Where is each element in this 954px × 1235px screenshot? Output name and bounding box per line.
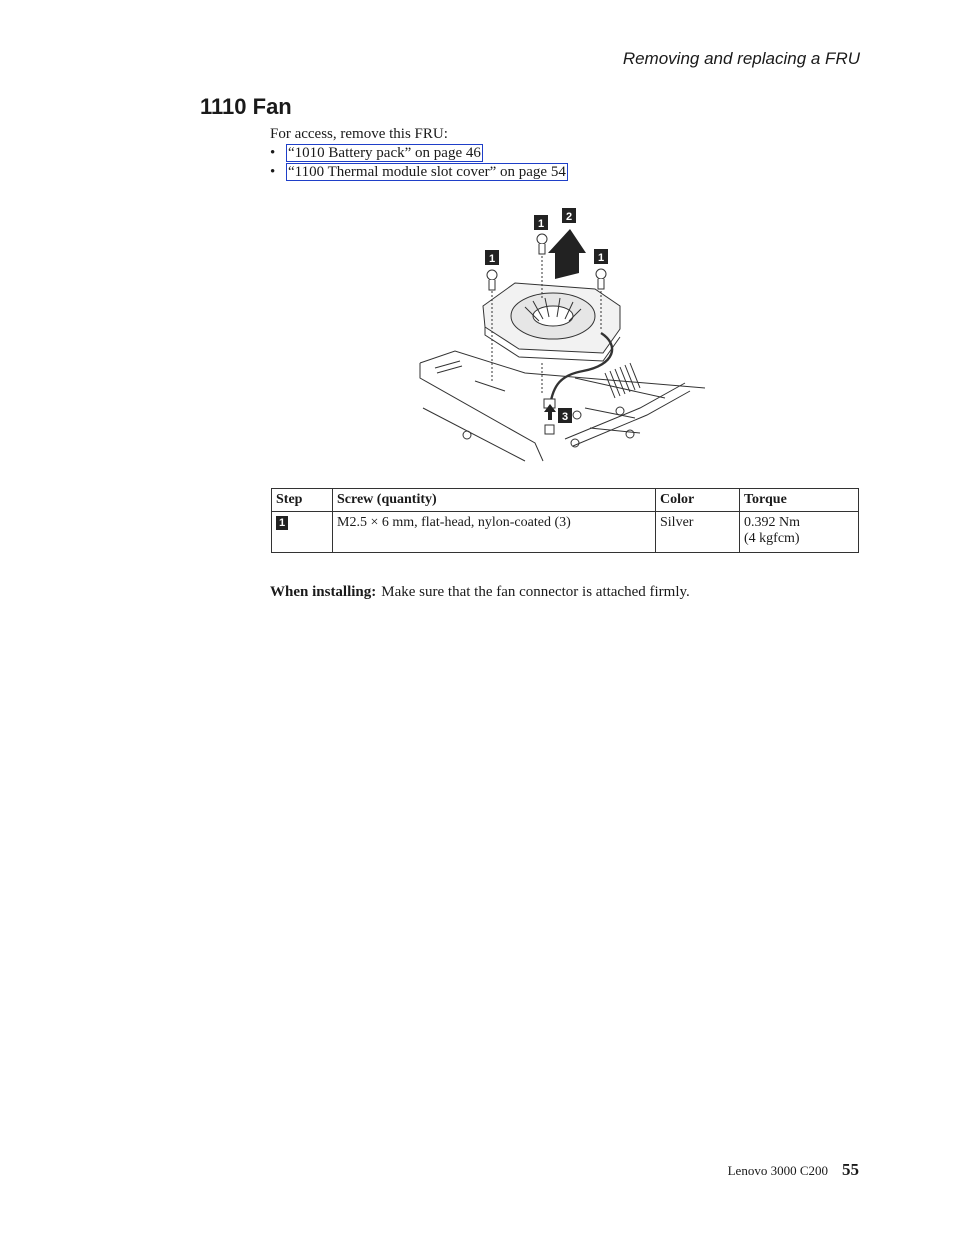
running-header: Removing and replacing a FRU: [622, 49, 860, 68]
table-row: [272, 512, 859, 553]
screw-icon: [537, 234, 547, 254]
callout-2: [562, 208, 576, 223]
callout-1-top: [534, 215, 548, 230]
bullet-glyph: •: [270, 145, 276, 161]
column-header-color: Color: [656, 489, 740, 512]
column-header-screw: Screw (quantity): [333, 489, 656, 512]
screw-cell: M2.5 × 6 mm, flat-head, nylon-coated (3): [333, 512, 656, 553]
column-header-torque: Torque: [740, 489, 859, 512]
install-note: [270, 584, 690, 601]
lift-arrow-icon: [548, 229, 586, 279]
column-header-step: Step: [272, 489, 333, 512]
thermal-slot-cover-link[interactable]: “1100 Thermal module slot cover” on page 54: [288, 164, 566, 180]
bullet-glyph: •: [270, 164, 276, 180]
step-callout: 1: [276, 516, 288, 530]
callout-label: 1: [488, 253, 496, 265]
step-cell: [272, 512, 333, 553]
access-intro: For access, remove this FRU:: [270, 126, 448, 142]
battery-pack-link[interactable]: “1010 Battery pack” on page 46: [288, 145, 481, 161]
list-item: [270, 144, 568, 163]
callout-1-left: [485, 250, 499, 265]
page-title: 1110 Fan: [200, 94, 292, 119]
callout-label: 1: [537, 218, 545, 230]
install-note-text: Make sure that the fan connector is attached firmly.: [381, 584, 690, 600]
table-header-row: [272, 489, 859, 512]
torque-cell: [740, 512, 859, 553]
torque-value: 0.392 Nm: [744, 515, 800, 530]
callout-label: 3: [561, 411, 569, 423]
fan-removal-illustration: [415, 203, 715, 465]
list-item: [270, 163, 568, 182]
torque-value-alt: (4 kgfcm): [744, 531, 800, 546]
callout-label: 1: [597, 252, 605, 264]
callout-label: 2: [565, 211, 573, 223]
callout-1-right: [594, 249, 608, 264]
color-cell: Silver: [656, 512, 740, 553]
page-number: 55: [842, 1160, 859, 1179]
footer-product: Lenovo 3000 C200: [727, 1163, 828, 1178]
page-footer: [600, 1160, 859, 1180]
install-note-label: When installing:: [270, 584, 377, 600]
callout-3: [558, 408, 572, 423]
screw-icon: [487, 270, 497, 290]
heat-pipe: [565, 363, 690, 446]
screw-icon: [596, 269, 606, 289]
screw-torque-table: [271, 488, 859, 553]
prerequisite-list: [270, 144, 568, 182]
